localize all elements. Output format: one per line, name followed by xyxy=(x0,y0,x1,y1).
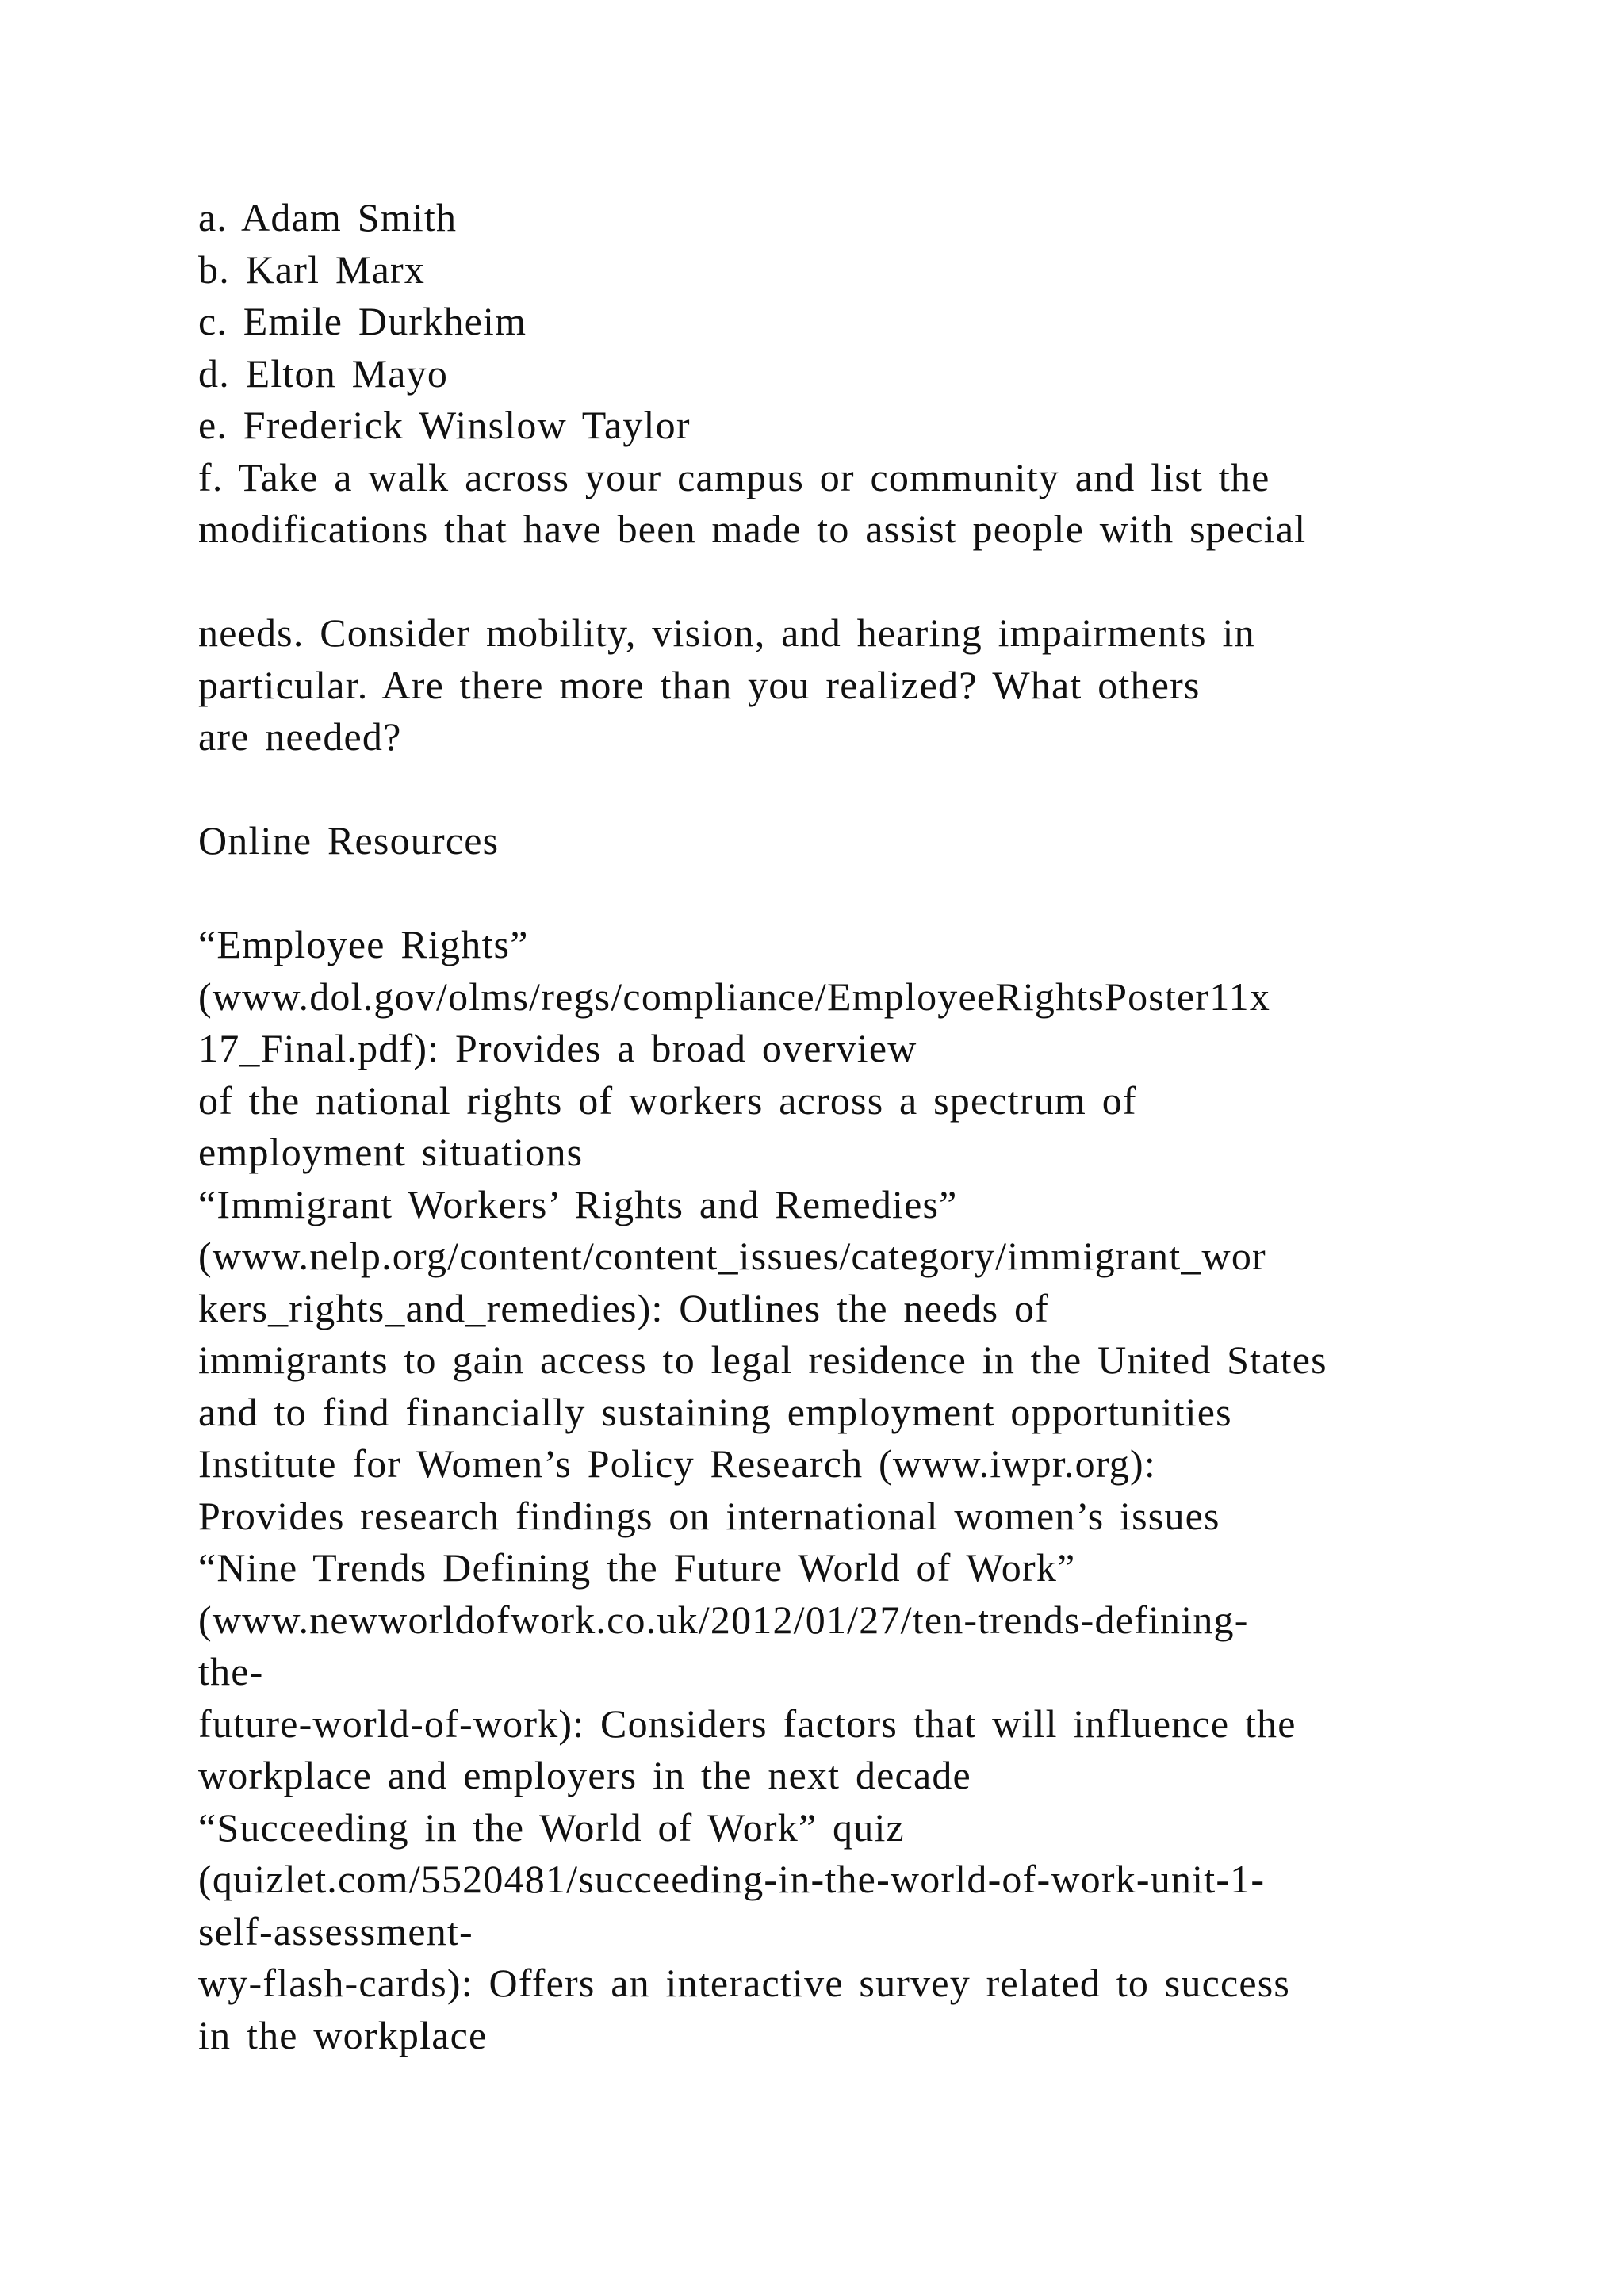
text-line: kers_rights_and_remedies): Outlines the needs of xyxy=(198,1285,1050,1330)
text-line: b. Karl Marx xyxy=(198,247,426,292)
text-line: needs. Consider mobility, vision, and hearing impairments in xyxy=(198,610,1255,655)
text-line: a. Adam Smith xyxy=(198,195,458,239)
text-line: (www.newworldofwork.co.uk/2012/01/27/ten-trends-defining- xyxy=(198,1597,1249,1642)
text-line: e. Frederick Winslow Taylor xyxy=(198,403,691,447)
text-line: modifications that have been made to assist people with special xyxy=(198,507,1307,551)
text-line: “Nine Trends Defining the Future World of Work” xyxy=(198,1545,1076,1590)
text-line: and to find financially sustaining employment opportunities xyxy=(198,1389,1232,1434)
text-line: Institute for Women’s Policy Research (www.iwpr.org): xyxy=(198,1441,1156,1486)
text-line: “Succeeding in the World of Work” quiz xyxy=(198,1804,905,1850)
text-line: immigrants to gain access to legal residence in the United States xyxy=(198,1337,1327,1382)
text-line: future-world-of-work): Considers factors that will influence the xyxy=(198,1701,1297,1746)
text-line: “Employee Rights” xyxy=(198,922,529,966)
text-line: Provides research findings on international women’s issues xyxy=(198,1493,1220,1538)
text-line: “Immigrant Workers’ Rights and Remedies” xyxy=(198,1181,958,1226)
text-line: the- xyxy=(198,1649,264,1693)
text-line: are needed? xyxy=(198,714,402,759)
text-line: workplace and employers in the next decade xyxy=(198,1753,971,1797)
text-line: employment situations xyxy=(198,1130,584,1174)
text-line: d. Elton Mayo xyxy=(198,350,449,396)
text-line: f. Take a walk across your campus or community and list the xyxy=(198,454,1270,499)
text-line: c. Emile Durkheim xyxy=(198,299,527,343)
text-line: (www.dol.gov/olms/regs/compliance/EmployeeRightsPoster11x xyxy=(198,974,1271,1019)
text-line: (quizlet.com/5520481/succeeding-in-the-world-of-work-unit-1- xyxy=(198,1857,1266,1901)
document-body xyxy=(198,192,1467,2061)
text-line: in the workplace xyxy=(198,2012,488,2057)
blank-line xyxy=(198,867,1467,920)
text-line: 17_Final.pdf): Provides a broad overview xyxy=(198,1026,917,1070)
section-heading: Online Resources xyxy=(198,818,500,863)
text-line: wy-flash-cards): Offers an interactive survey related to success xyxy=(198,1961,1291,2005)
text-line: self-assessment- xyxy=(198,1908,473,1954)
blank-line xyxy=(198,763,1467,816)
text-line: particular. Are there more than you realized? What others xyxy=(198,662,1201,707)
text-line: (www.nelp.org/content/content_issues/category/immigrant_wor xyxy=(198,1234,1266,1278)
blank-line xyxy=(198,556,1467,608)
text-line: of the national rights of workers across a spectrum of xyxy=(198,1077,1137,1123)
